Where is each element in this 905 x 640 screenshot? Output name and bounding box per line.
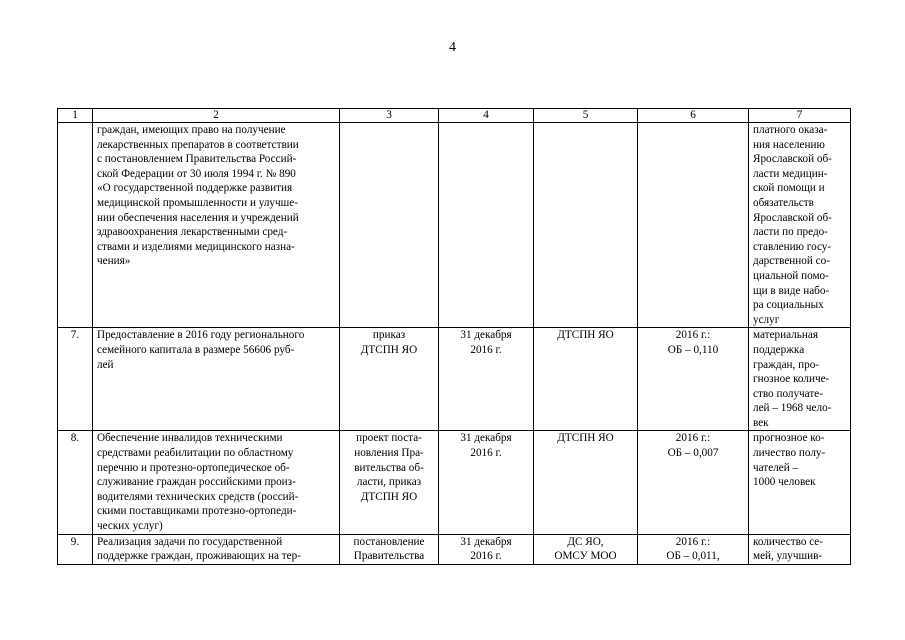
executor-cell: ДС ЯО, ОМСУ МОО xyxy=(534,534,638,564)
deadline-cell xyxy=(439,123,534,328)
document-cell: проект поста- новления Пра- вительства об- ласти, приказ ДТСПН ЯО xyxy=(340,431,439,534)
document-cell: приказ ДТСПН ЯО xyxy=(340,328,439,431)
activity-cell: граждан, имеющих право на получение лекарственных препаратов в соответствии с постановлением Правительства Россий- ской Федерации от 30 июля 1994 г. № 890 «О государственной поддержке развития медицинской промышленности и улучше- нии обеспечения населения и учреждений здравоохранения лекарственными сред- ствами и изделиями медицинского назна- чения» xyxy=(93,123,340,328)
financing-cell xyxy=(638,123,749,328)
deadline-cell: 31 декабря 2016 г. xyxy=(439,328,534,431)
document-cell xyxy=(340,123,439,328)
table-row xyxy=(58,431,851,534)
header-cell: 5 xyxy=(534,109,638,123)
page-number: 4 xyxy=(449,40,456,55)
row-number: 9. xyxy=(58,534,93,564)
financing-cell: 2016 г.: ОБ – 0,007 xyxy=(638,431,749,534)
header-cell: 7 xyxy=(749,109,851,123)
row-number xyxy=(58,123,93,328)
header-cell: 3 xyxy=(340,109,439,123)
deadline-cell: 31 декабря 2016 г. xyxy=(439,534,534,564)
result-cell: прогнозное ко- личество полу- чателей – 1000 человек xyxy=(749,431,851,534)
executor-cell: ДТСПН ЯО xyxy=(534,431,638,534)
header-cell: 6 xyxy=(638,109,749,123)
row-number: 7. xyxy=(58,328,93,431)
table-row xyxy=(58,328,851,431)
financing-cell: 2016 г.: ОБ – 0,110 xyxy=(638,328,749,431)
row-number: 8. xyxy=(58,431,93,534)
activity-cell: Реализация задачи по государственной поддержке граждан, проживающих на тер- xyxy=(93,534,340,564)
table-row xyxy=(58,534,851,564)
table-header-row xyxy=(58,109,851,123)
document-cell: постановление Правительства xyxy=(340,534,439,564)
executor-cell: ДТСПН ЯО xyxy=(534,328,638,431)
measures-table xyxy=(57,108,851,565)
table-row xyxy=(58,123,851,328)
deadline-cell: 31 декабря 2016 г. xyxy=(439,431,534,534)
financing-cell: 2016 г.: ОБ – 0,011, xyxy=(638,534,749,564)
result-cell: материальная поддержка граждан, про- гнозное количе- ство получате- лей – 1968 чело- век xyxy=(749,328,851,431)
result-cell: платного оказа- ния населению Ярославской об- ласти медицин- ской помощи и обязательств Ярославской об- ласти по предо- ставлению госу- дарственной со- циальной помо- щи в виде набо- ра социальных услуг xyxy=(749,123,851,328)
executor-cell xyxy=(534,123,638,328)
header-cell: 2 xyxy=(93,109,340,123)
header-cell: 4 xyxy=(439,109,534,123)
activity-cell: Предоставление в 2016 году регионального семейного капитала в размере 56606 руб- лей xyxy=(93,328,340,431)
activity-cell: Обеспечение инвалидов техническими средствами реабилитации по областному перечню и протезно-ортопедическое об- служивание граждан российскими произ- водителями технических средств (россий- скими поставщиками протезно-ортопеди- ческих услуг) xyxy=(93,431,340,534)
result-cell: количество се- мей, улучшив- xyxy=(749,534,851,564)
header-cell: 1 xyxy=(58,109,93,123)
